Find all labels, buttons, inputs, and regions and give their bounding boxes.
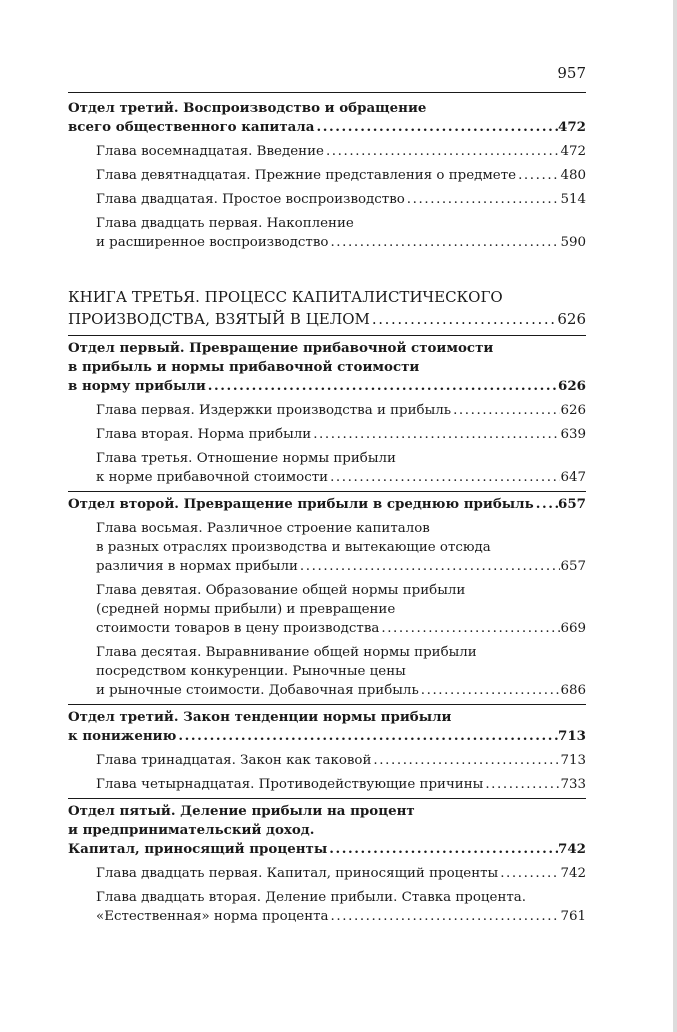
leader-dots (451, 401, 560, 420)
leader-dots (176, 727, 558, 746)
toc-chapter-entry[interactable] (68, 751, 586, 770)
toc-entry-text: Отдел второй. Превращение прибыли в среднюю прибыль (68, 496, 534, 512)
toc-entry-text: Глава двадцать первая. Накопление (96, 216, 354, 231)
toc-chapter-entry[interactable] (68, 643, 586, 700)
leader-dots (516, 166, 560, 185)
toc-chapter-entry[interactable] (68, 581, 586, 638)
leader-dots (379, 619, 560, 638)
toc-entry-text: в разных отраслях производства и вытекающие отсюда (96, 540, 491, 555)
toc-page-number: 626 (558, 378, 586, 394)
toc-entry-text: Глава восьмая. Различное строение капиталов (96, 521, 430, 536)
leader-dots (328, 233, 560, 252)
toc-part-entry[interactable] (68, 339, 586, 396)
toc-chapter-entry[interactable] (68, 401, 586, 420)
toc-entry-text: Глава девятнадцатая. Прежние представления о предмете (96, 168, 517, 183)
toc-page-number: 733 (560, 777, 586, 792)
toc-chapter-entry[interactable] (68, 449, 586, 487)
toc-chapter-entry[interactable] (68, 166, 586, 185)
toc-entry-text: Глава вторая. Норма прибыли (96, 427, 312, 442)
toc-page-number: 742 (560, 866, 586, 881)
toc-entry-text: Глава двадцать первая. Капитал, приносящий проценты (96, 866, 499, 881)
toc-chapter-entry[interactable] (68, 142, 586, 161)
toc-entry-text: различия в нормах прибыли (96, 559, 298, 574)
toc-part-entry[interactable] (68, 99, 586, 137)
toc-entry-text: к понижению (68, 728, 177, 744)
toc-chapter-entry[interactable] (68, 864, 586, 883)
toc-entry-text: КНИГА ТРЕТЬЯ. ПРОЦЕСС КАПИТАЛИСТИЧЕСКОГО (68, 288, 503, 306)
toc-chapter-entry[interactable] (68, 519, 586, 576)
toc-page-number: 647 (560, 470, 586, 485)
toc-entry-text: Капитал, приносящий проценты (68, 841, 328, 857)
toc-part-entry[interactable] (68, 802, 586, 859)
toc-entry-text: Глава тринадцатая. Закон как таковой (96, 753, 372, 768)
toc-entry-text: Глава четырнадцатая. Противодействующие причины (96, 777, 484, 792)
toc-entry-text: Отдел пятый. Деление прибыли на процент (68, 803, 415, 819)
toc-entry-text: ПРОИЗВОДСТВА, ВЗЯТЫЙ В ЦЕЛОМ (68, 310, 370, 328)
toc-entry-text: в норму прибыли (68, 378, 206, 394)
toc-chapter-entry[interactable] (68, 425, 586, 444)
toc-chapter-entry[interactable] (68, 214, 586, 252)
leader-dots (314, 118, 558, 137)
toc-entry-text: и предпринимательский доход. (68, 822, 315, 838)
leader-dots (311, 425, 560, 444)
page-edge-shadow (673, 0, 677, 1032)
toc-entry-text: Отдел третий. Воспроизводство и обращение (68, 100, 427, 116)
page-number: 957 (557, 64, 586, 82)
section-divider (68, 335, 586, 336)
toc-entry-text: «Естественная» норма процента (96, 909, 329, 924)
toc-page-number: 472 (560, 144, 586, 159)
leader-dots (324, 142, 561, 161)
toc-part-entry[interactable] (68, 708, 586, 746)
toc-entry-text: Глава двадцатая. Простое воспроизводство (96, 192, 405, 207)
leader-dots (419, 681, 561, 700)
toc-page-number: 713 (560, 753, 586, 768)
table-of-contents (68, 98, 586, 926)
leader-dots (371, 751, 560, 770)
toc-entry-text: Отдел первый. Превращение прибавочной стоимости (68, 340, 494, 356)
toc-chapter-entry[interactable] (68, 888, 586, 926)
toc-entry-text: Глава третья. Отношение нормы прибыли (96, 451, 396, 466)
toc-chapter-entry[interactable] (68, 190, 586, 209)
toc-page-number: 657 (558, 496, 586, 512)
toc-entry-text: всего общественного капитала (68, 119, 315, 135)
leader-dots (483, 775, 560, 794)
leader-dots (327, 840, 558, 859)
leader-dots (498, 864, 560, 883)
toc-page-number: 514 (560, 192, 586, 207)
toc-entry-text: в прибыль и нормы прибавочной стоимости (68, 359, 420, 375)
toc-page-number: 713 (558, 728, 586, 744)
leader-dots (206, 377, 558, 396)
leader-dots (328, 468, 560, 487)
toc-entry-text: Глава девятая. Образование общей нормы прибыли (96, 583, 466, 598)
toc-entry-text: и рыночные стоимости. Добавочная прибыль (96, 683, 419, 698)
leader-dots (534, 495, 558, 514)
leader-dots (405, 190, 561, 209)
toc-page-number: 590 (560, 235, 586, 250)
toc-page-number: 639 (560, 427, 586, 442)
toc-page-number: 472 (558, 119, 586, 135)
section-divider (68, 798, 586, 799)
toc-entry-text: Отдел третий. Закон тенденции нормы прибыли (68, 709, 452, 725)
toc-page-number: 669 (560, 621, 586, 636)
toc-page-number: 742 (558, 841, 586, 857)
toc-entry-text: Глава десятая. Выравнивание общей нормы прибыли (96, 645, 477, 660)
leader-dots (298, 557, 561, 576)
toc-page-number: 626 (560, 403, 586, 418)
toc-page-number: 657 (560, 559, 586, 574)
header-rule (68, 92, 586, 93)
toc-entry-text: к норме прибавочной стоимости (96, 470, 329, 485)
toc-page-number: 626 (557, 310, 586, 328)
toc-book-entry[interactable] (68, 286, 586, 330)
leader-dots (370, 308, 557, 330)
toc-entry-text: Глава двадцать вторая. Деление прибыли. Ставка процента. (96, 890, 527, 905)
section-divider (68, 491, 586, 492)
leader-dots (329, 907, 561, 926)
toc-part-entry[interactable] (68, 495, 586, 514)
toc-entry-text: стоимости товаров в цену производства (96, 621, 380, 636)
toc-entry-text: Глава первая. Издержки производства и прибыль (96, 403, 452, 418)
toc-entry-text: (средней нормы прибыли) и превращение (96, 602, 396, 617)
section-divider (68, 704, 586, 705)
toc-page-number: 761 (560, 909, 586, 924)
toc-entry-text: Глава восемнадцатая. Введение (96, 144, 324, 159)
toc-chapter-entry[interactable] (68, 775, 586, 794)
toc-entry-text: посредством конкуренции. Рыночные цены (96, 664, 406, 679)
toc-entry-text: и расширенное воспроизводство (96, 235, 329, 250)
toc-page-number: 686 (560, 683, 586, 698)
toc-page-number: 480 (560, 168, 586, 183)
